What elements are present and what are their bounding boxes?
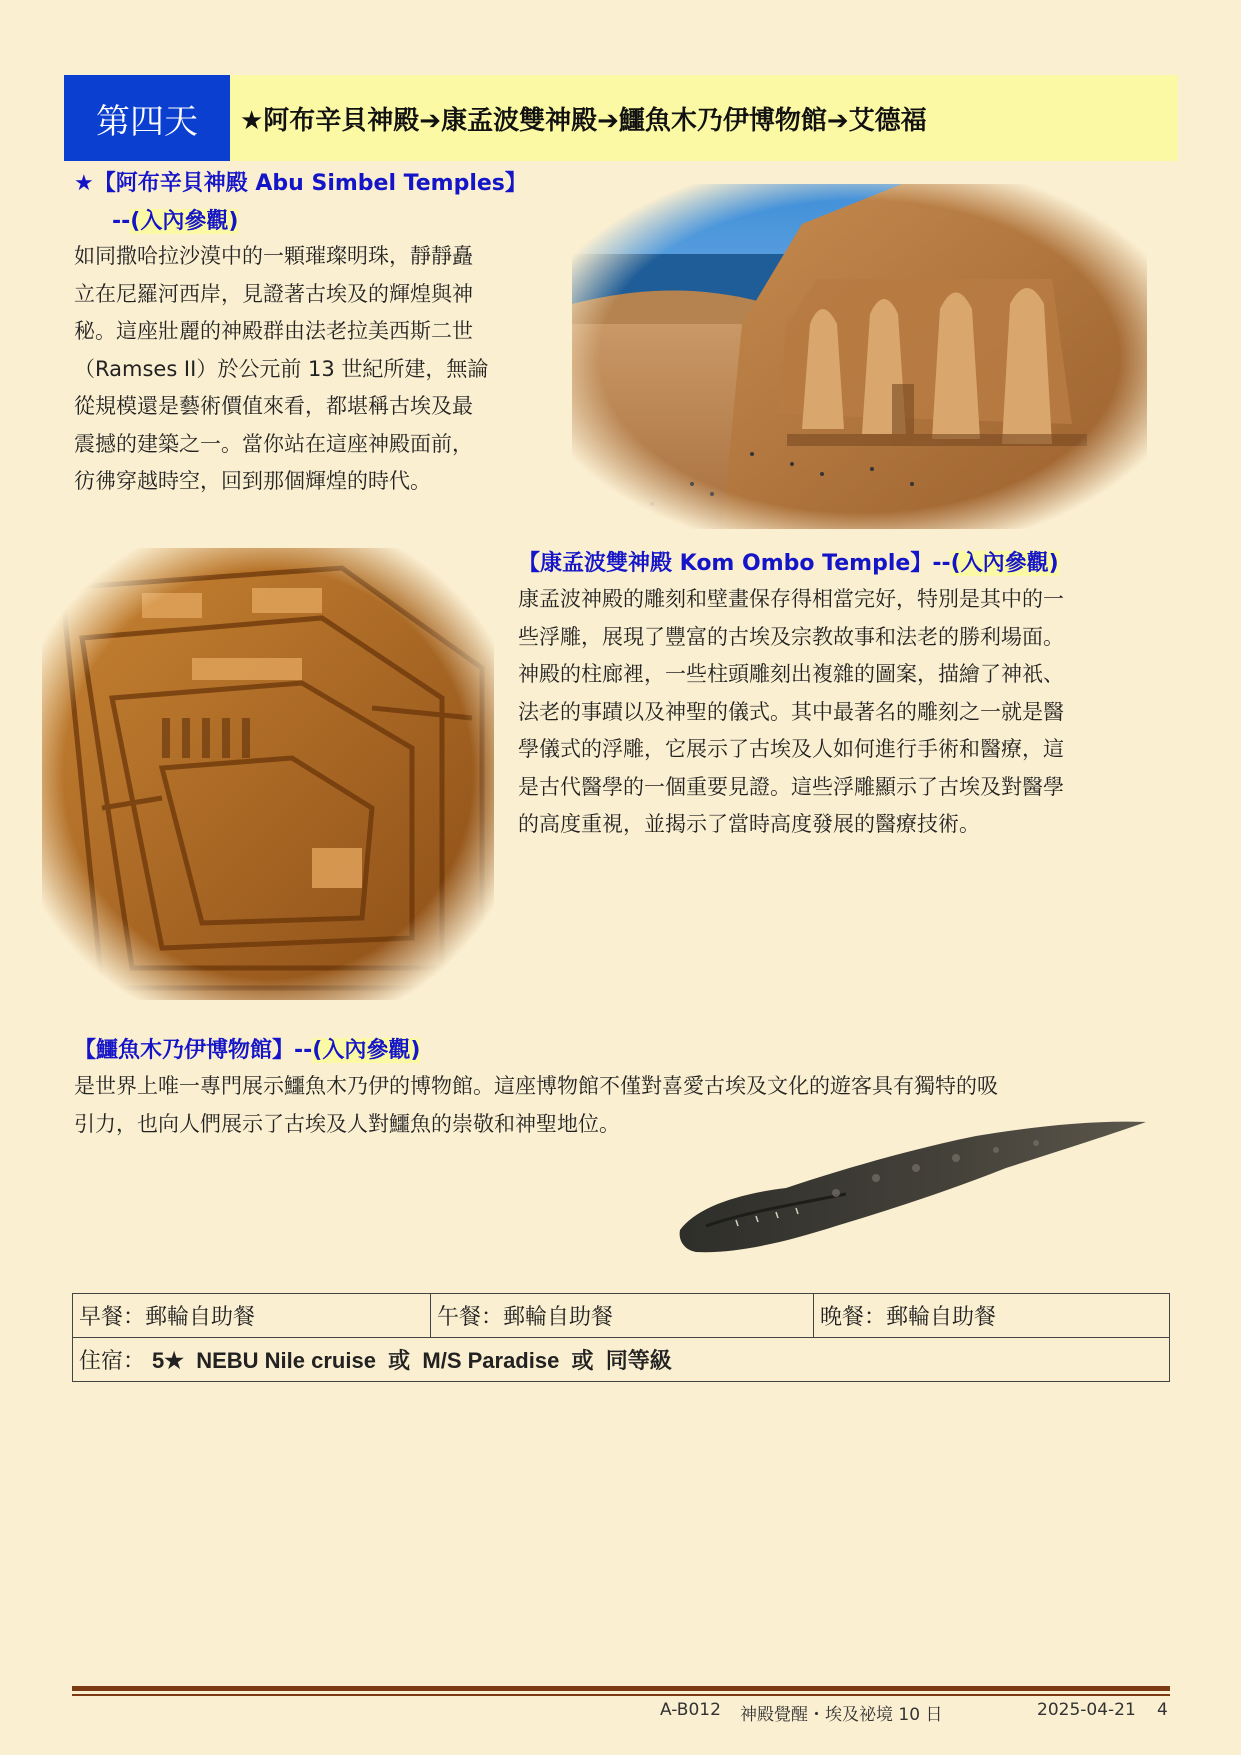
abu-simbel-title: ★【阿布辛貝神殿 Abu Simbel Temples】: [74, 171, 527, 196]
footer-date: 2025-04-21: [1037, 1700, 1136, 1720]
abu-simbel-photo: [572, 184, 1147, 529]
day-label: 第四天: [64, 75, 230, 161]
crocodile-mummy-photo: [676, 1108, 1150, 1260]
lodging-cell: [73, 1338, 1170, 1382]
footer-page-number: 4: [1157, 1700, 1168, 1720]
table-row: [73, 1294, 1170, 1338]
kom-ombo-title-line: 【康孟波雙神殿 Kom Ombo Temple】--(入內參觀): [518, 551, 1059, 576]
crocodile-museum-description: 是世界上唯一專門展示鱷魚木乃伊的博物館。這座博物館不僅對喜愛古埃及文化的遊客具有獨特的吸 引力，也向人們展示了古埃及人對鱷魚的崇敬和神聖地位。: [74, 1074, 998, 1136]
abu-simbel-note: --(入內參觀): [112, 209, 239, 234]
footer-rule-thin: [72, 1694, 1170, 1696]
meals-lodging-table: [72, 1293, 1170, 1382]
table-row: [73, 1338, 1170, 1382]
footer-code: A-B012: [660, 1700, 721, 1720]
kom-ombo-photo: [42, 548, 494, 1000]
lunch-cell: 午餐：郵輪自助餐: [431, 1294, 814, 1338]
crocodile-museum-title-line: 【鱷魚木乃伊博物館】--(入內參觀): [74, 1038, 421, 1063]
lodging-label: 住宿：: [79, 1349, 146, 1374]
footer-tour-name: 神殿覺醒・埃及祕境 10 日: [740, 1705, 943, 1725]
footer-rule-thick: [72, 1686, 1170, 1691]
dinner-cell: 晚餐：郵輪自助餐: [814, 1294, 1170, 1338]
day-route: ★阿布辛貝神殿➔康孟波雙神殿➔鱷魚木乃伊博物館➔艾德福: [240, 105, 927, 136]
lodging-value: 5★ NEBU Nile cruise 或 M/S Paradise 或 同等級: [152, 1348, 672, 1373]
breakfast-cell: 早餐：郵輪自助餐: [73, 1294, 431, 1338]
abu-simbel-description: 如同撒哈拉沙漠中的一顆璀璨明珠，靜靜矗 立在尼羅河西岸，見證著古埃及的輝煌與神 秘。這座壯麗的神殿群由法老拉美西斯二世 （Ramses II）於公元前 13 世紀所建，無論 從規模還是藝術價值來看，都堪稱古埃及最 震撼的建築之一。當你站在這座神殿面前， 彷彿穿越時空，回到那個輝煌的時代。: [74, 244, 489, 493]
kom-ombo-description: 康孟波神殿的雕刻和壁畫保存得相當完好，特別是其中的一 些浮雕，展現了豐富的古埃及宗教故事和法老的勝利場面。 神殿的柱廊裡，一些柱頭雕刻出複雜的圖案，描繪了神祇、 法老的事蹟以及神聖的儀式。其中最著名的雕刻之一就是醫 學儀式的浮雕，它展示了古埃及人如何進行手術和醫療，這 是古代醫學的一個重要見證。這些浮雕顯示了古埃及對醫學 的高度重視，並揭示了當時高度發展的醫療技術。: [518, 587, 1064, 836]
